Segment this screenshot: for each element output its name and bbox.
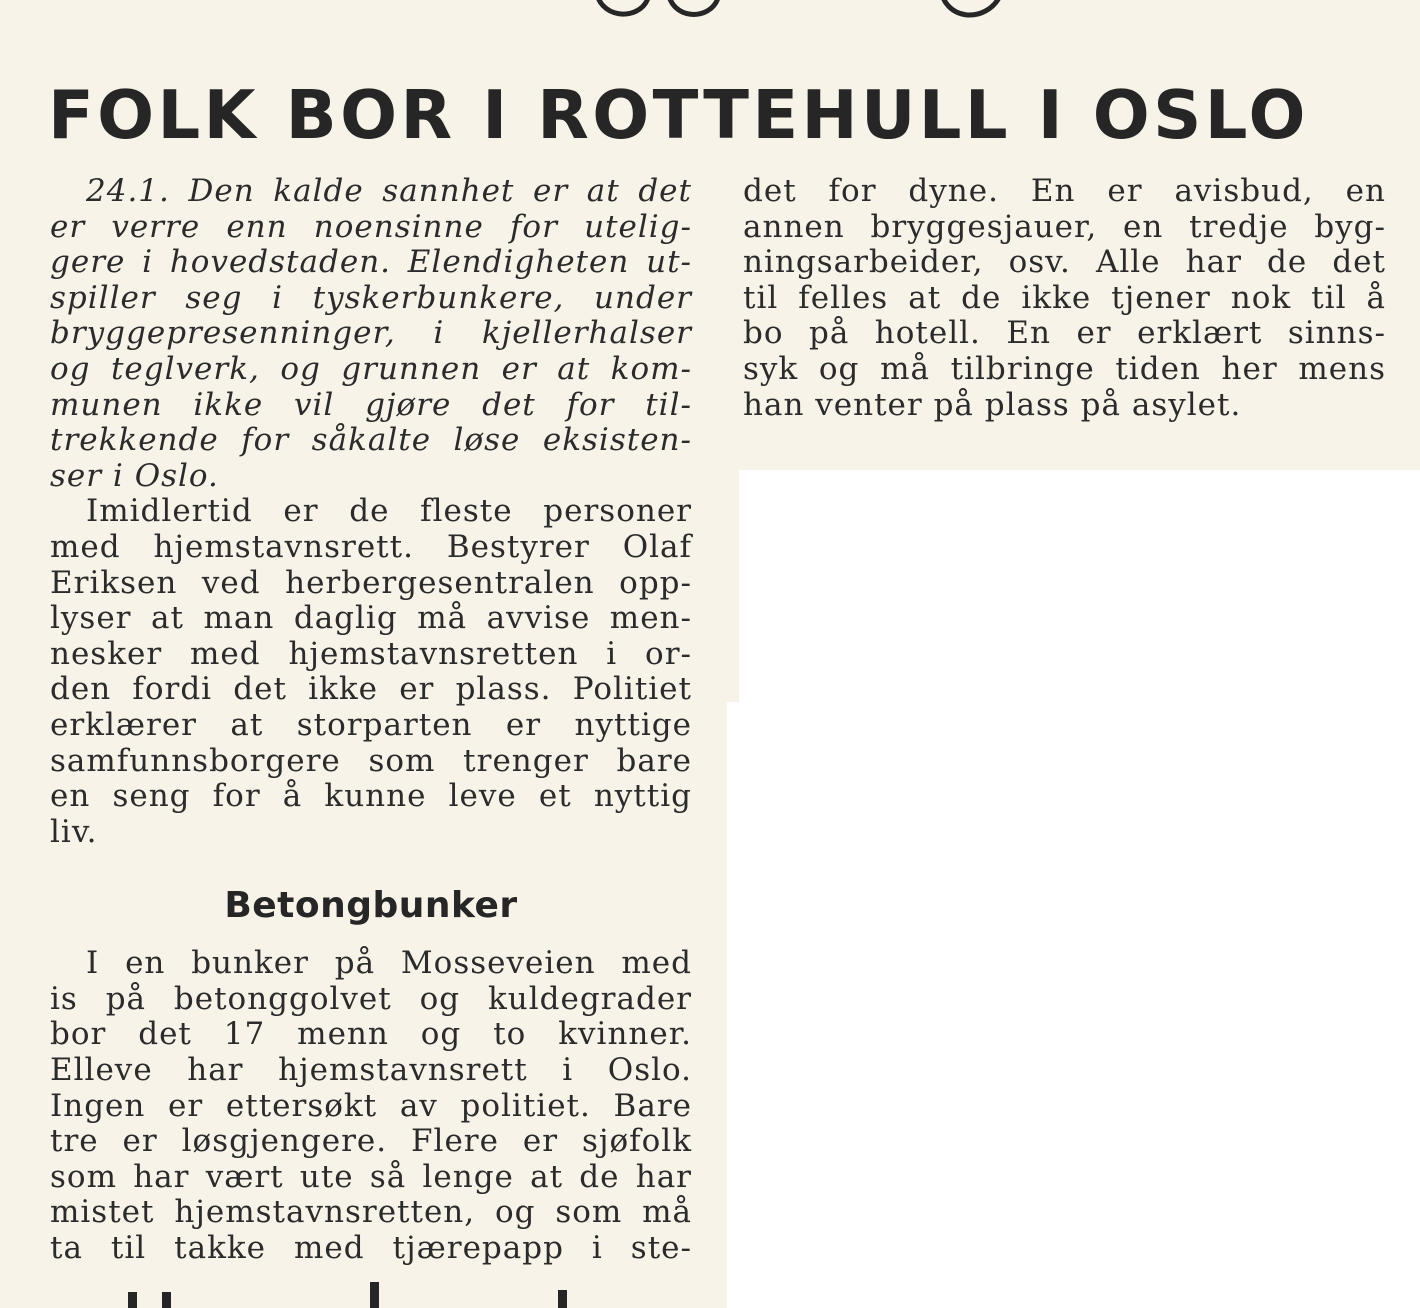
- text-line: trekkende for såkalte løse eksisten-: [50, 422, 692, 459]
- text-line: ningsarbeider, osv. Alle har de det: [743, 244, 1386, 281]
- text-line: spiller seg i tyskerbunkere, under: [50, 279, 692, 316]
- text-line: og teglverk, og grunnen er at kom-: [50, 350, 692, 387]
- text-line: ser i Oslo.: [50, 457, 219, 494]
- text-line: mistet hjemstavnsretten, og som må: [50, 1194, 692, 1231]
- text-line: Ingen er ettersøkt av politiet. Bare: [50, 1087, 692, 1124]
- text-line: is på betonggolvet og kuldegrader: [50, 980, 692, 1017]
- text-line: erklærer at storparten er nyttige: [50, 706, 692, 743]
- text-line: 24.1. Den kalde sannhet er at det: [86, 173, 692, 209]
- text-line: munen ikke vil gjøre det for til-: [50, 386, 692, 423]
- text-line: syk og må tilbringe tiden her mens: [743, 350, 1386, 387]
- subheading: Betongbunker: [224, 885, 518, 927]
- text-line: annen bryggesjauer, en tredje byg-: [743, 208, 1386, 245]
- text-line: ta til takke med tjærepapp i ste-: [50, 1230, 692, 1267]
- next-heading-fragment-shape: [120, 1282, 600, 1308]
- paper-edge-strip: [727, 470, 739, 702]
- text-line: til felles at de ikke tjener nok til å: [743, 279, 1386, 316]
- text-line: han venter på plass på asylet.: [743, 386, 1242, 423]
- text-line: liv.: [50, 813, 98, 850]
- text-line: Eriksen ved herbergesentralen opp-: [50, 564, 692, 601]
- text-line: Elleve har hjemstavnsrett i Oslo.: [50, 1052, 692, 1089]
- article-right-column: [743, 174, 1386, 423]
- text-line: samfunnsborgere som trenger bare: [50, 742, 692, 779]
- text-line: bryggepresenninger, i kjellerhalser: [50, 315, 692, 352]
- text-line: tre er løsgjengere. Flere er sjøfolk: [50, 1123, 692, 1160]
- text-line: bor det 17 menn og to kvinner.: [50, 1016, 692, 1053]
- cropped-next-heading: [120, 1282, 600, 1308]
- text-line: nesker med hjemstavnsretten i or-: [50, 635, 692, 672]
- text-line: en seng for å kunne leve et nyttig: [50, 778, 692, 815]
- text-line: lyser at man daglig må avvise men-: [50, 600, 692, 637]
- text-line: I en bunker på Mosseveien med: [86, 945, 692, 982]
- lead-paragraph: [50, 174, 692, 494]
- text-line: den fordi det ikke er plass. Politiet: [50, 671, 692, 708]
- text-line: det for dyne. En er avisbud, en: [743, 173, 1386, 209]
- body-paragraph-continued: [743, 174, 1386, 423]
- cropped-script-heading: [560, 0, 1260, 28]
- script-heading-fragment-shape: [560, 0, 1260, 28]
- body-paragraph-3: [50, 946, 692, 1266]
- article-left-column: [50, 174, 692, 1267]
- text-line: gere i hovedstaden. Elendigheten ut-: [50, 244, 692, 281]
- text-line: med hjemstavnsrett. Bestyrer Olaf: [50, 528, 692, 565]
- headline: FOLK BOR I ROTTEHULL I OSLO: [48, 76, 1309, 154]
- body-paragraph-2: [50, 494, 692, 850]
- text-line: bo på hotell. En er erklært sinns-: [743, 315, 1386, 352]
- text-line: som har vært ute så lenge at de har: [50, 1158, 692, 1195]
- text-line: er verre enn noensinne for utelig-: [50, 208, 692, 245]
- text-line: Imidlertid er de fleste personer: [86, 493, 692, 530]
